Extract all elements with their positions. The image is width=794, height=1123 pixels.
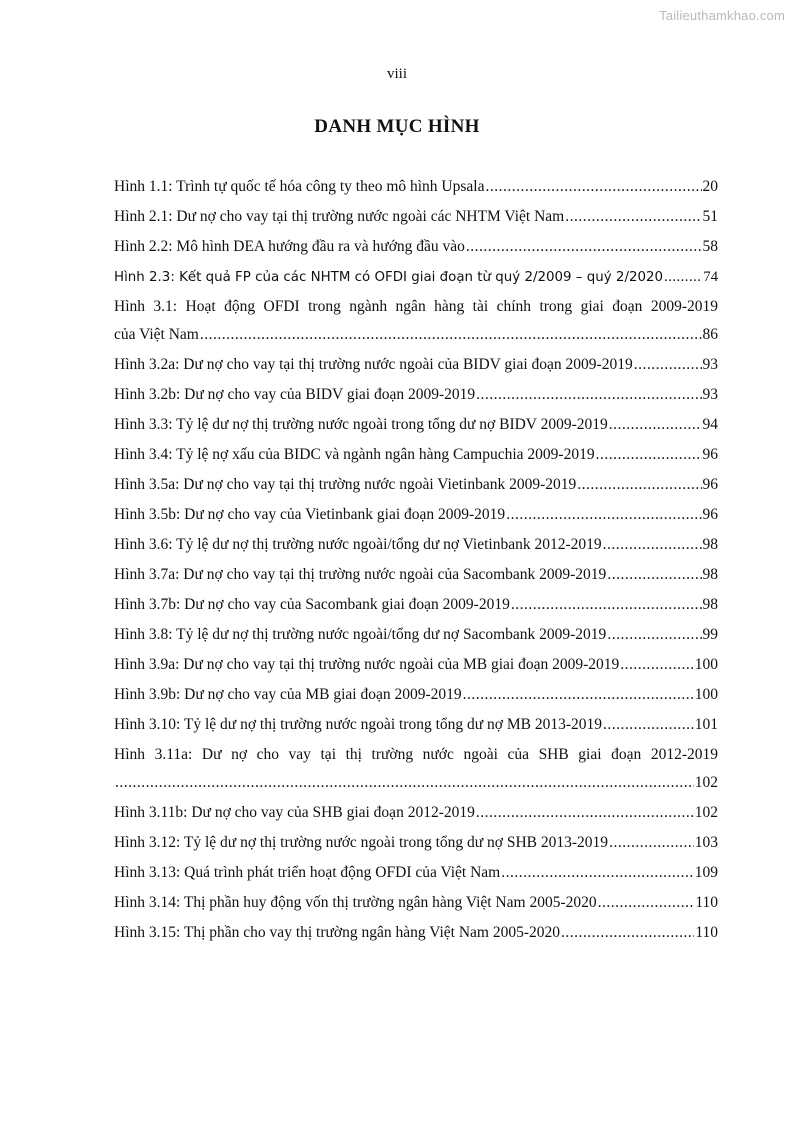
dot-leader [511, 592, 702, 618]
dot-leader [485, 174, 701, 200]
entry-page-number: 86 [702, 326, 718, 343]
entry-label: Hình 3.4: Tỷ lệ nợ xấu của BIDC và ngành ngân hàng Campuchia 2009-2019 [114, 446, 595, 463]
toc-entry[interactable] [114, 742, 718, 800]
entry-page-number: 98 [702, 536, 718, 553]
dot-leader [115, 770, 694, 796]
dot-leader [476, 382, 701, 408]
toc-entry[interactable] [114, 174, 718, 204]
entry-label: Hình 3.2a: Dư nợ cho vay tại thị trường nước ngoài của BIDV giai đoạn 2009-2019 [114, 356, 633, 373]
entry-page-number: 98 [702, 596, 718, 613]
entry-page-number: 93 [702, 356, 718, 373]
dot-leader [476, 800, 694, 826]
dot-leader [620, 652, 694, 678]
toc-entry[interactable] [114, 800, 718, 830]
entry-page-number: 100 [694, 656, 718, 673]
dot-leader [664, 264, 702, 290]
dot-leader [501, 860, 694, 886]
entry-page-number: 109 [694, 864, 718, 881]
entry-page-number: 110 [695, 924, 718, 941]
entry-label: Hình 2.2: Mô hình DEA hướng đầu ra và hướng đầu vào [114, 238, 465, 255]
dot-leader [607, 622, 701, 648]
dot-leader [609, 830, 694, 856]
entry-label: Hình 3.3: Tỷ lệ dư nợ thị trường nước ngoài trong tổng dư nợ BIDV 2009-2019 [114, 416, 608, 433]
entry-page-number: 110 [695, 894, 718, 911]
toc-entry[interactable] [114, 352, 718, 382]
entry-page-number: 94 [702, 416, 718, 433]
entry-label: Hình 3.12: Tỷ lệ dư nợ thị trường nước ngoài trong tổng dư nợ SHB 2013-2019 [114, 834, 609, 851]
entry-label: Hình 3.5a: Dư nợ cho vay tại thị trường nước ngoài Vietinbank 2009-2019 [114, 476, 577, 493]
entry-label: Hình 1.1: Trình tự quốc tế hóa công ty theo mô hình Upsala [114, 178, 485, 195]
entry-label: Hình 3.13: Quá trình phát triển hoạt động OFDI của Việt Nam [114, 864, 501, 881]
entry-page-number: 98 [702, 566, 718, 583]
watermark-text: Tailieuthamkhao.com [659, 8, 785, 23]
toc-entry[interactable] [114, 502, 718, 532]
entry-label: Hình 3.10: Tỷ lệ dư nợ thị trường nước ngoài trong tổng dư nợ MB 2013-2019 [114, 716, 603, 733]
entry-label: Hình 3.8: Tỷ lệ dư nợ thị trường nước ngoài/tổng dư nợ Sacombank 2009-2019 [114, 626, 607, 643]
dot-leader [609, 412, 702, 438]
entry-label: Hình 3.2b: Dư nợ cho vay của BIDV giai đoạn 2009-2019 [114, 386, 476, 403]
entry-page-number: 101 [694, 716, 718, 733]
toc-entry[interactable] [114, 920, 718, 950]
entry-page-number: 100 [694, 686, 718, 703]
entry-label-line-2: của Việt Nam [114, 326, 199, 343]
dot-leader [634, 352, 702, 378]
dot-leader [607, 562, 701, 588]
toc-entry[interactable] [114, 712, 718, 742]
entry-label: Hình 3.14: Thị phần huy động vốn thị trường ngân hàng Việt Nam 2005-2020 [114, 894, 597, 911]
dot-leader [463, 682, 694, 708]
entry-page-number: 20 [702, 178, 718, 195]
toc-entry[interactable] [114, 860, 718, 890]
entry-page-number: 102 [694, 774, 718, 791]
entry-page-number: 96 [702, 476, 718, 493]
entry-page-number: 102 [694, 804, 718, 821]
toc-entry[interactable] [114, 264, 718, 294]
entry-page-number: 96 [702, 446, 718, 463]
entry-label: Hình 3.11b: Dư nợ cho vay của SHB giai đoạn 2012-2019 [114, 804, 475, 821]
dot-leader [603, 712, 694, 738]
dot-leader [598, 890, 695, 916]
entry-page-number: 51 [702, 208, 718, 225]
toc-entry[interactable] [114, 472, 718, 502]
entry-label: Hình 3.7b: Dư nợ cho vay của Sacombank giai đoạn 2009-2019 [114, 596, 510, 613]
toc-entry[interactable] [114, 294, 718, 352]
entry-page-number: 58 [702, 238, 718, 255]
toc-entry[interactable] [114, 592, 718, 622]
toc-entry[interactable] [114, 622, 718, 652]
entry-page-number: 103 [694, 834, 718, 851]
entry-label-line-1: Hình 3.1: Hoạt động OFDI trong ngành ngân hàng tài chính trong giai đoạn 2009-2019 [114, 298, 718, 315]
entry-page-number: 93 [702, 386, 718, 403]
entry-page-number: 99 [702, 626, 718, 643]
entry-label: Hình 2.3: Kết quả FP của các NHTM có OFDI giai đoạn từ quý 2/2009 – quý 2/2020 [114, 270, 664, 285]
dot-leader [561, 920, 694, 946]
dot-leader [596, 442, 702, 468]
toc-entry[interactable] [114, 234, 718, 264]
entry-label: Hình 3.15: Thị phần cho vay thị trường ngân hàng Việt Nam 2005-2020 [114, 924, 561, 941]
toc-entry[interactable] [114, 890, 718, 920]
entry-page-number: 96 [702, 506, 718, 523]
dot-leader [466, 234, 702, 260]
page-title: DANH MỤC HÌNH [314, 116, 480, 137]
toc-entry[interactable] [114, 204, 718, 234]
figure-list [114, 174, 718, 950]
toc-entry[interactable] [114, 412, 718, 442]
toc-entry[interactable] [114, 682, 718, 712]
toc-entry[interactable] [114, 382, 718, 412]
dot-leader [200, 322, 702, 348]
entry-label: Hình 3.7a: Dư nợ cho vay tại thị trường nước ngoài của Sacombank 2009-2019 [114, 566, 607, 583]
page-number: viii [386, 66, 407, 82]
entry-page-number: 74 [703, 269, 718, 285]
dot-leader [577, 472, 701, 498]
entry-label: Hình 3.9a: Dư nợ cho vay tại thị trường nước ngoài của MB giai đoạn 2009-2019 [114, 656, 620, 673]
entry-label-line-1: Hình 3.11a: Dư nợ cho vay tại thị trường nước ngoài của SHB giai đoạn 2012-2019 [114, 746, 718, 763]
toc-entry[interactable] [114, 652, 718, 682]
toc-entry[interactable] [114, 532, 718, 562]
dot-leader [506, 502, 701, 528]
dot-leader [603, 532, 702, 558]
entry-label: Hình 3.6: Tỷ lệ dư nợ thị trường nước ngoài/tổng dư nợ Vietinbank 2012-2019 [114, 536, 602, 553]
toc-entry[interactable] [114, 562, 718, 592]
toc-entry[interactable] [114, 830, 718, 860]
entry-label: Hình 3.5b: Dư nợ cho vay của Vietinbank giai đoạn 2009-2019 [114, 506, 506, 523]
entry-label: Hình 3.9b: Dư nợ cho vay của MB giai đoạn 2009-2019 [114, 686, 462, 703]
dot-leader [565, 204, 701, 230]
toc-entry[interactable] [114, 442, 718, 472]
entry-label: Hình 2.1: Dư nợ cho vay tại thị trường nước ngoài các NHTM Việt Nam [114, 208, 565, 225]
